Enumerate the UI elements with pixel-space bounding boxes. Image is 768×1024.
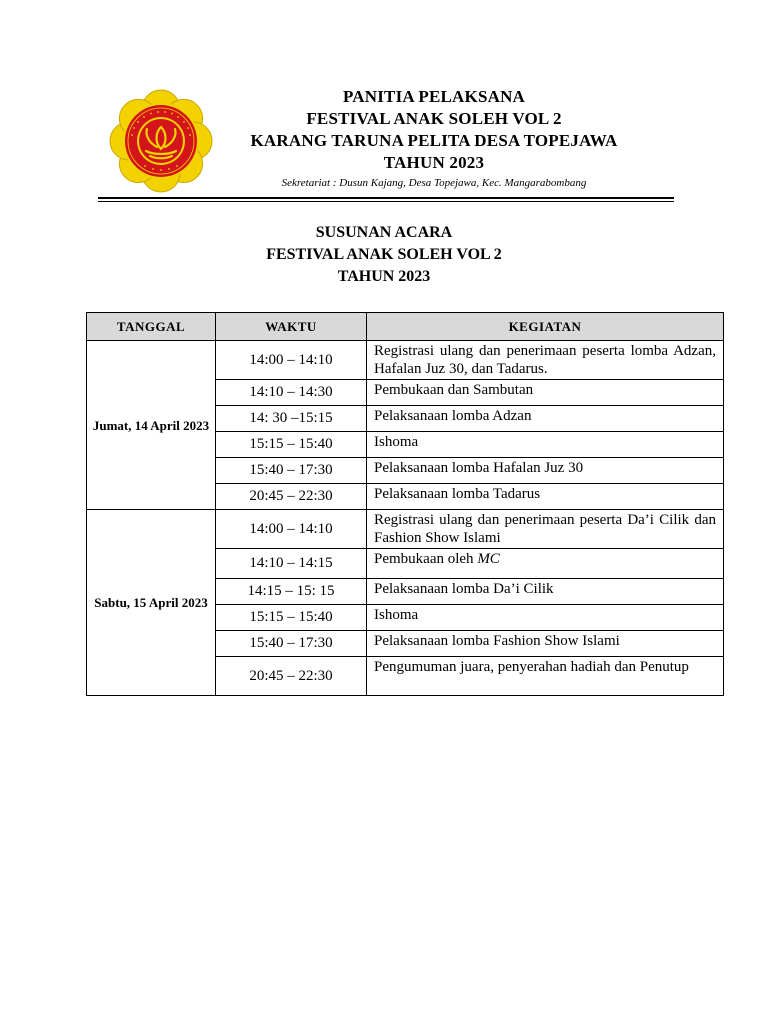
activity-cell: Registrasi ulang dan penerimaan peserta Da’i Cilik dan Fashion Show Islami [367,510,724,549]
letterhead [214,86,654,191]
time-cell: 14:15 – 15: 15 [216,579,367,605]
activity-text: Pembukaan oleh [374,551,474,567]
time-cell: 14:10 – 14:15 [216,549,367,579]
activity-cell: Pelaksanaan lomba Tadarus [367,484,724,510]
letterhead-divider-thin [98,201,674,202]
time-cell: 15:40 – 17:30 [216,458,367,484]
document-title-line1: SUSUNAN ACARA [315,224,453,241]
time-cell: 15:15 – 15:40 [216,432,367,458]
table-header-row [87,313,724,341]
header-kegiatan: KEGIATAN [367,313,724,341]
activity-cell: Pengumuman juara, penyerahan hadiah dan Penutup [367,657,724,696]
letterhead-divider-thick [98,197,674,199]
time-cell: 15:15 – 15:40 [216,605,367,631]
header-waktu: WAKTU [216,313,367,341]
table-row [87,510,724,549]
date-cell: Sabtu, 15 April 2023 [87,510,216,696]
date-cell: Jumat, 14 April 2023 [87,341,216,510]
time-cell: 20:45 – 22:30 [216,657,367,696]
activity-cell: Ishoma [367,432,724,458]
document-title [0,222,768,288]
secretariat-address: Sekretariat : Dusun Kajang, Desa Topejawa, Kec. Mangarabombang [281,177,587,189]
activity-cell: Pembukaan dan Sambutan [367,380,724,406]
karang-taruna-logo-icon [108,88,214,194]
document-title-line2: FESTIVAL ANAK SOLEH VOL 2 [266,246,502,263]
time-cell: 14:00 – 14:10 [216,510,367,549]
activity-cell: Registrasi ulang dan penerimaan peserta lomba Adzan, Hafalan Juz 30, dan Tadarus. [367,341,724,380]
time-cell: 20:45 – 22:30 [216,484,367,510]
festival-name: FESTIVAL ANAK SOLEH VOL 2 [306,109,562,128]
activity-cell: Pelaksanaan lomba Adzan [367,406,724,432]
activity-cell: Pelaksanaan lomba Da’i Cilik [367,579,724,605]
time-cell: 14:10 – 14:30 [216,380,367,406]
time-cell: 14: 30 –15:15 [216,406,367,432]
organization-name: KARANG TARUNA PELITA DESA TOPEJAWA [250,131,618,150]
letterhead-year: TAHUN 2023 [383,153,485,172]
schedule-table [86,312,724,696]
activity-cell: Ishoma [367,605,724,631]
document-title-line3: TAHUN 2023 [337,268,431,285]
time-cell: 14:00 – 14:10 [216,341,367,380]
activity-emphasis: MC [477,551,500,567]
activity-cell: Pelaksanaan lomba Hafalan Juz 30 [367,458,724,484]
header-tanggal: TANGGAL [87,313,216,341]
committee-name: PANITIA PELAKSANA [342,87,526,106]
time-cell: 15:40 – 17:30 [216,631,367,657]
activity-cell [367,549,724,579]
table-row [87,341,724,380]
activity-cell: Pelaksanaan lomba Fashion Show Islami [367,631,724,657]
